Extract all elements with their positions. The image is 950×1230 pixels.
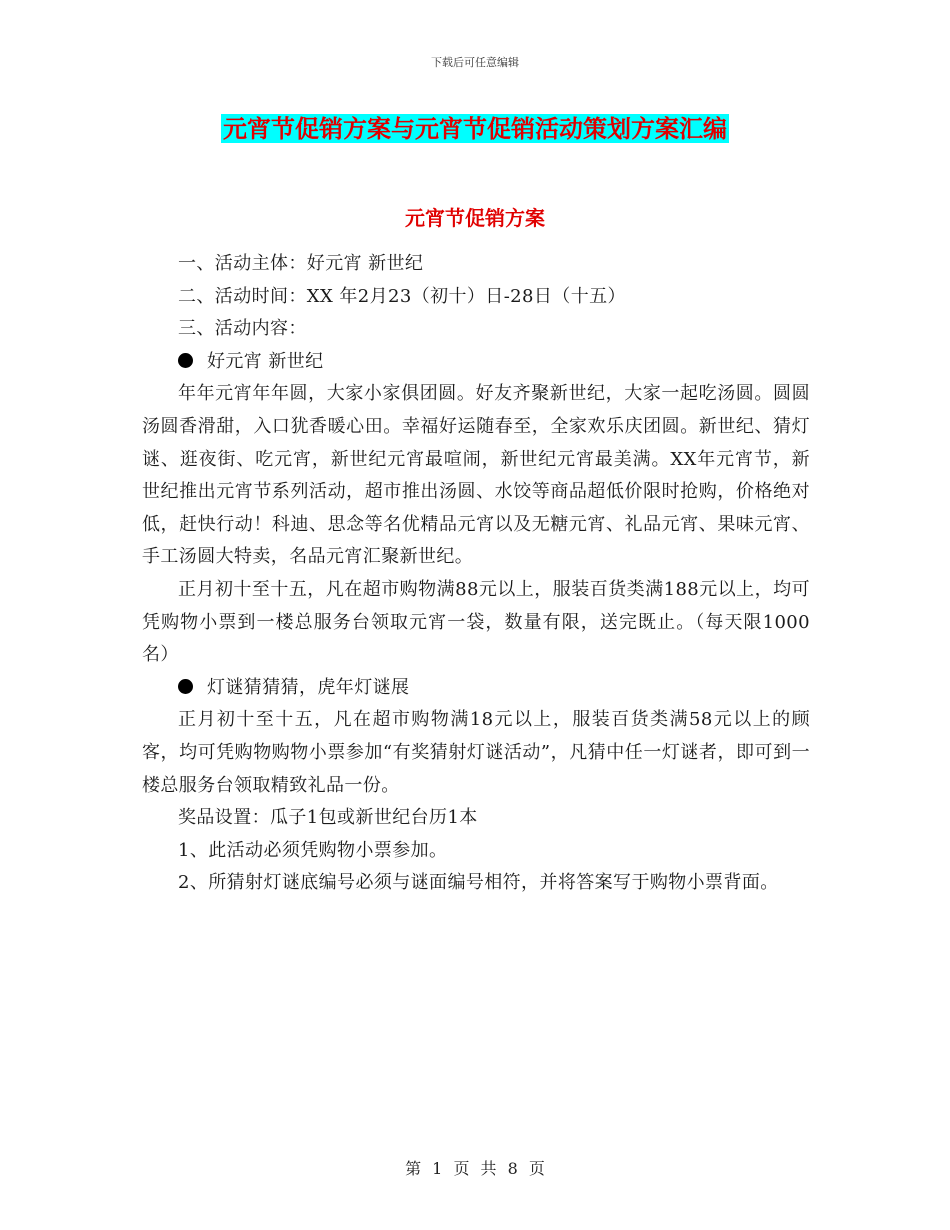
paragraph-prize: 奖品设置：瓜子1包或新世纪台历1本 — [178, 807, 478, 829]
document-title-text: 元宵节促销方案与元宵节促销活动策划方案汇编 — [223, 114, 727, 143]
paragraph-activity-content: 三、活动内容： — [178, 318, 307, 340]
paragraph-activity-time: 二、活动时间：XX 年2月23（初十）日-28日（十五） — [178, 285, 626, 307]
bullet-dot-icon — [178, 679, 193, 694]
bullet-item-label: 好元宵 新世纪 — [207, 350, 324, 372]
page-header-note: 下载后可任意编辑 — [431, 56, 519, 69]
bullet-item-yuanxiao — [142, 346, 810, 379]
paragraph-rule-1: 1、此活动必须凭购物小票参加。 — [178, 839, 448, 861]
paragraph-rule-2: 2、所猜射灯谜底编号必须与谜面编号相符，并将答案写于购物小票背面。 — [178, 872, 779, 894]
paragraph-intro: 年年元宵年年圆，大家小家俱团圆。好友齐聚新世纪，大家一起吃汤圆。圆圆汤圆香滑甜，入口犹香暖心田。幸福好运随春至，全家欢乐庆团圆。新世纪、猜灯谜、逛夜街、吃元宵，新世纪元宵最喧闹，新世纪元宵最美满。XX年元宵节，新世纪推出元宵节系列活动，超市推出汤圆、水饺等商品超低价限时抢购，价格绝对低，赶快行动！科迪、思念等名优精品元宵以及无糖元宵、礼品元宵、果味元宵、手工汤圆大特卖，名品元宵汇聚新世纪。 — [142, 383, 810, 568]
bullet-dot-icon — [178, 353, 193, 368]
bullet-item-riddles — [142, 672, 810, 705]
document-title — [0, 112, 950, 146]
paragraph-activity-subject: 一、活动主体：好元宵 新世纪 — [178, 253, 424, 274]
page-number: 第 1 页 共 8 页 — [405, 1159, 545, 1178]
section-title: 元宵节促销方案 — [405, 206, 545, 230]
bullet-item-label: 灯谜猜猜猜，虎年灯谜展 — [207, 676, 410, 698]
paragraph-riddle-offer: 正月初十至十五，凡在超市购物满18元以上，服装百货类满58元以上的顾客，均可凭购物购物小票参加“有奖猜射灯谜活动”，凡猜中任一灯谜者，即可到一楼总服务台领取精致礼品一份。 — [142, 709, 810, 796]
paragraph-gift-offer: 正月初十至十五，凡在超市购物满88元以上，服装百货类满188元以上，均可凭购物小票到一楼总服务台领取元宵一袋，数量有限，送完既止。（每天限1000名） — [142, 578, 810, 666]
document-body — [142, 248, 810, 900]
